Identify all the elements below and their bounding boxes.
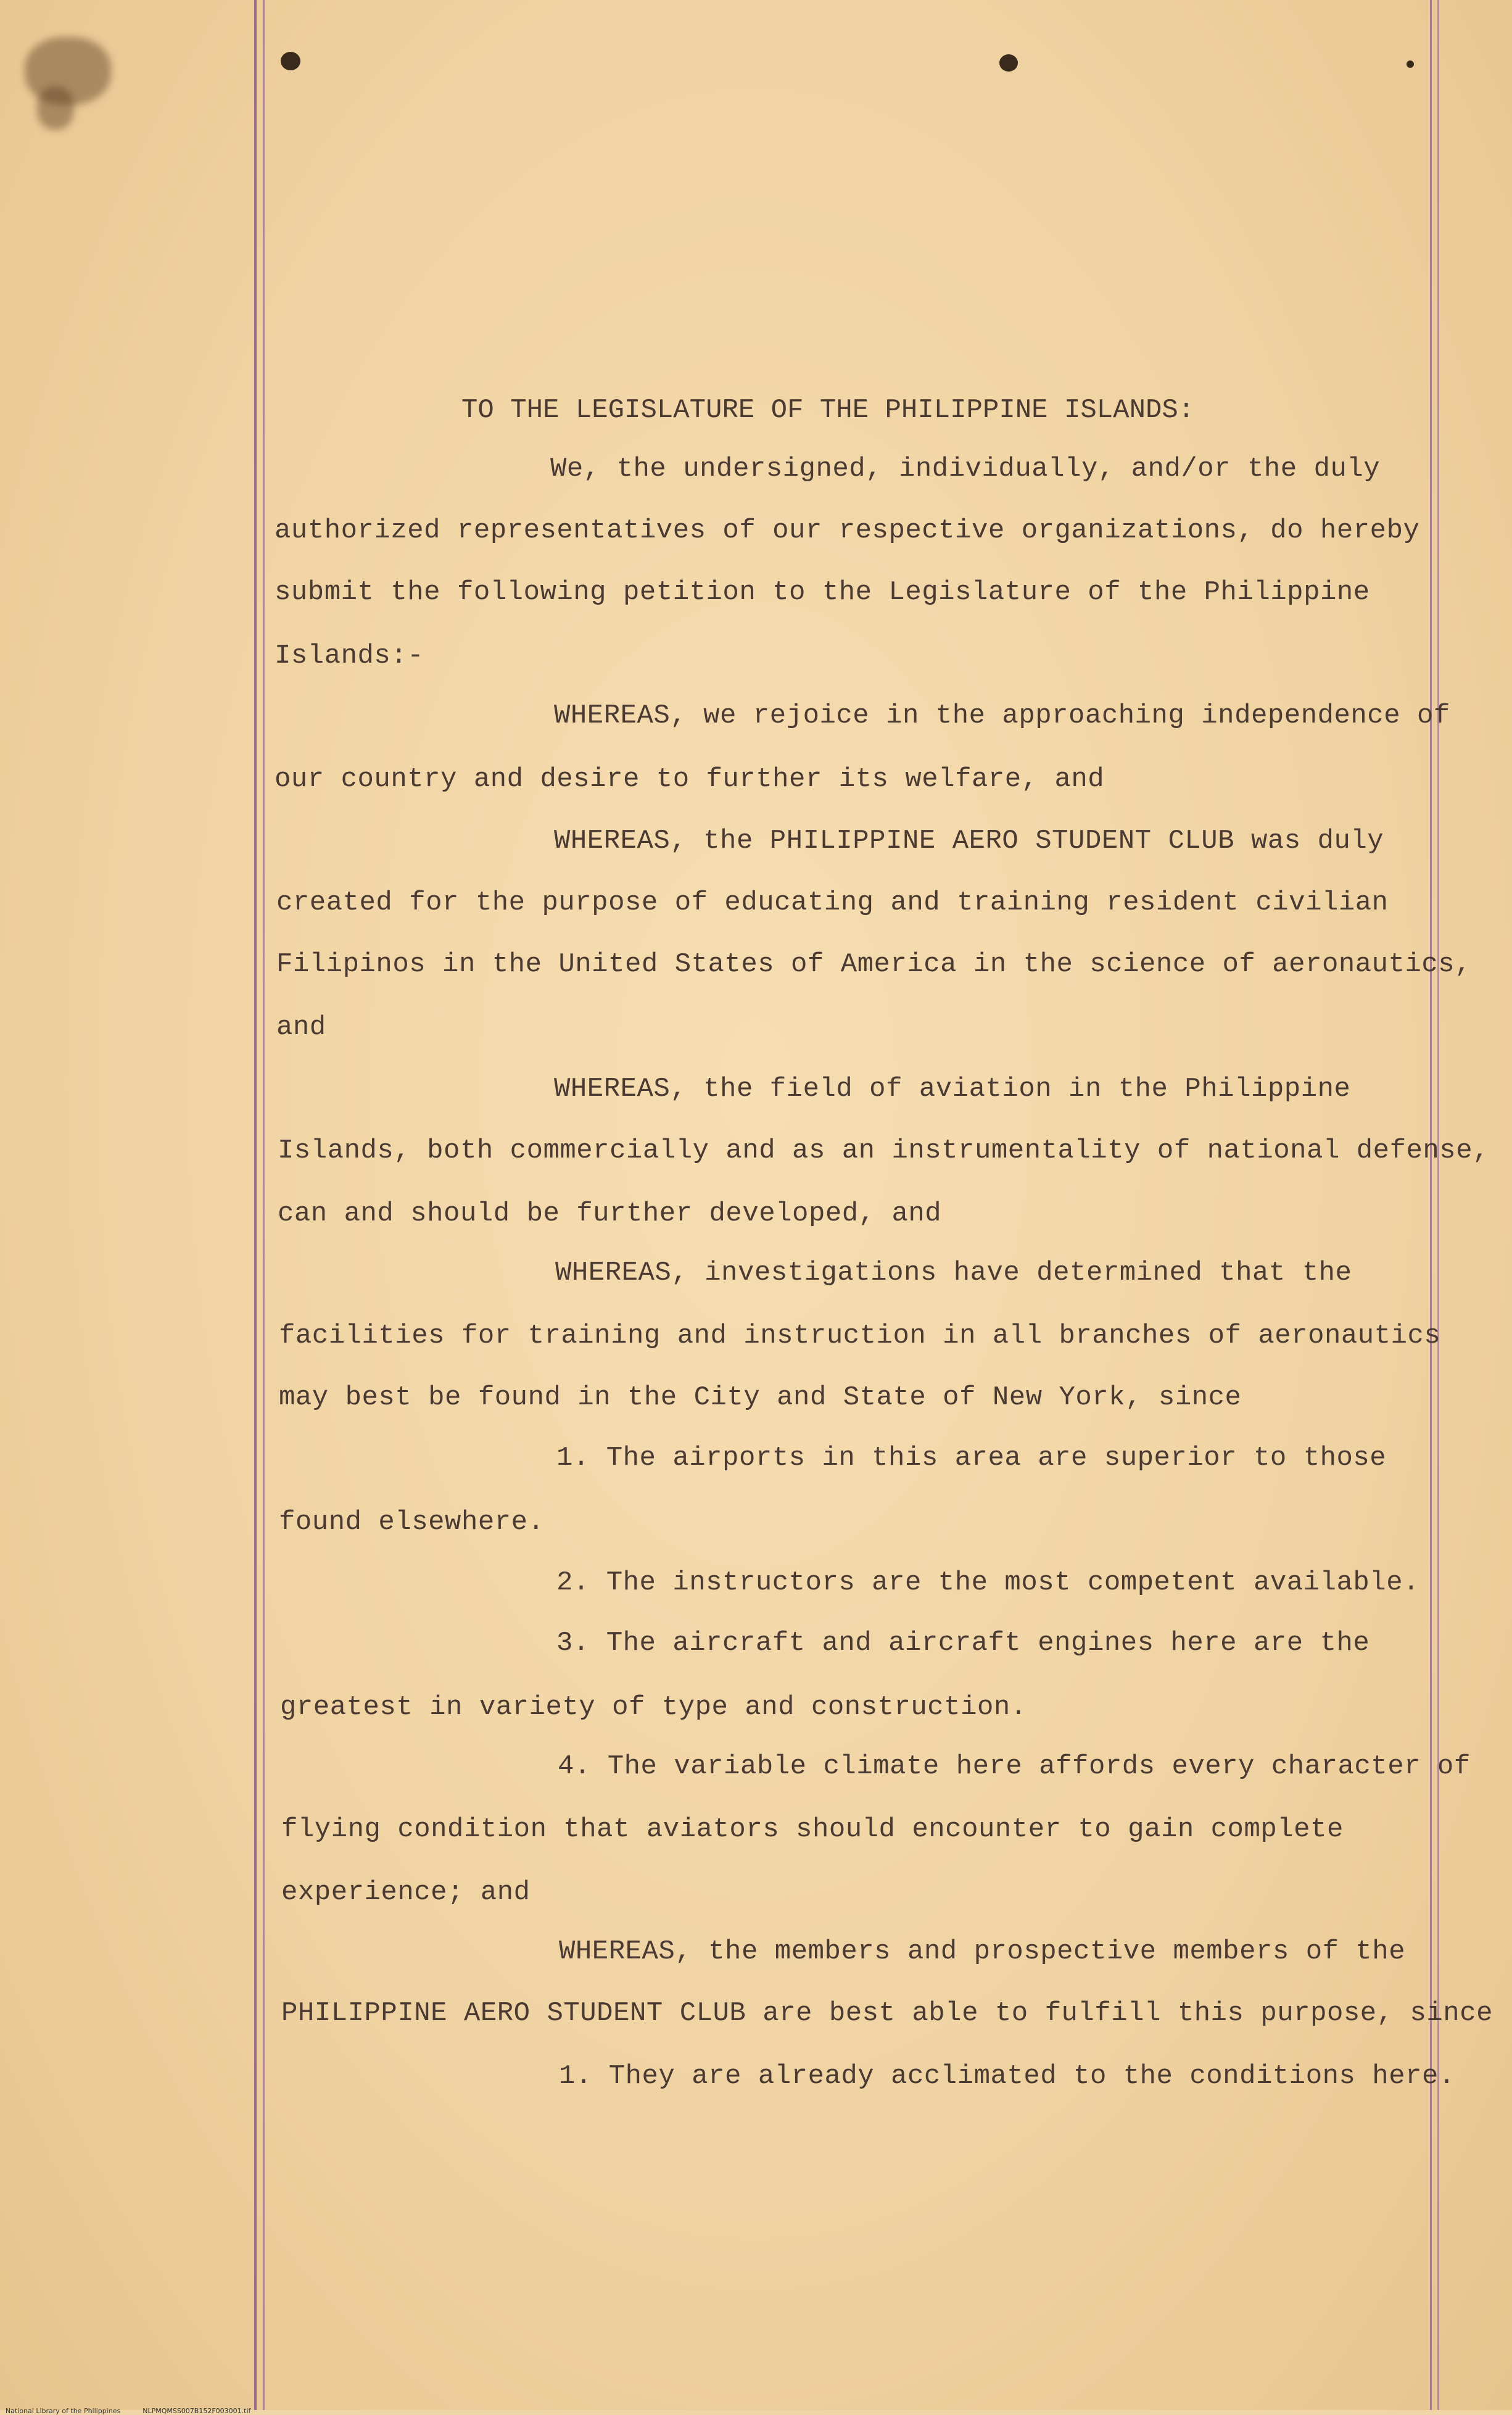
text-line: greatest in variety of type and construction. [280, 1692, 1027, 1723]
footer-file: NLPMQMSS007B152F003001.tif [143, 2407, 251, 2415]
text-line: 4. The variable climate here affords every character of [558, 1751, 1471, 1782]
text-line: Filipinos in the United States of America in the science of aeronautics, [276, 949, 1472, 980]
punch-hole [999, 54, 1018, 72]
text-line: and [276, 1012, 326, 1043]
text-line: created for the purpose of educating and training resident civilian [276, 887, 1389, 918]
punch-hole [281, 52, 300, 70]
text-line: WHEREAS, we rejoice in the approaching independence of [554, 700, 1450, 731]
text-line: experience; and [281, 1877, 531, 1908]
text-line: our country and desire to further its welfare, and [275, 764, 1105, 795]
text-line: 3. The aircraft and aircraft engines here are the [556, 1628, 1370, 1659]
text-line: Islands, both commercially and as an instrumentality of national defense, [278, 1135, 1490, 1166]
text-line: found elsewhere. [279, 1507, 545, 1538]
text-line: authorized representatives of our respective organizations, do hereby [275, 515, 1420, 546]
scan-footer [1, 2399, 273, 2415]
right-margin-rule-outer [1437, 0, 1439, 2410]
text-line: can and should be further developed, and [278, 1198, 942, 1229]
text-line: WHEREAS, the field of aviation in the Philippine [554, 1074, 1351, 1104]
text-line: PHILIPPINE AERO STUDENT CLUB are best able to fulfill this purpose, since [281, 1998, 1493, 2029]
text-line: 1. The airports in this area are superior to those [556, 1443, 1387, 1473]
stain-mark [37, 86, 74, 130]
text-line: Islands:- [275, 640, 424, 671]
punch-hole [1407, 60, 1414, 68]
text-line: WHEREAS, the members and prospective members of the [559, 1936, 1406, 1967]
text-line: submit the following petition to the Legislature of the Philippine [275, 577, 1370, 608]
text-line: 1. They are already acclimated to the conditions here. [559, 2061, 1455, 2092]
text-line: We, the undersigned, individually, and/or the duly [550, 454, 1381, 484]
right-margin-rule [1430, 0, 1432, 2410]
footer-source: National Library of the Philippines [6, 2407, 121, 2415]
text-line: 2. The instructors are the most competent available. [556, 1567, 1420, 1598]
left-margin-rule-inner [263, 0, 265, 2410]
heading: TO THE LEGISLATURE OF THE PHILIPPINE ISLANDS: [461, 395, 1195, 426]
text-line: WHEREAS, the PHILIPPINE AERO STUDENT CLUB was duly [554, 826, 1384, 856]
text-line: may best be found in the City and State of New York, since [279, 1382, 1242, 1413]
text-line: facilities for training and instruction in all branches of aeronautics [279, 1320, 1441, 1351]
left-margin-rule [254, 0, 257, 2410]
text-line: WHEREAS, investigations have determined that the [555, 1257, 1352, 1288]
text-line: flying condition that aviators should encounter to gain complete [281, 1814, 1344, 1845]
